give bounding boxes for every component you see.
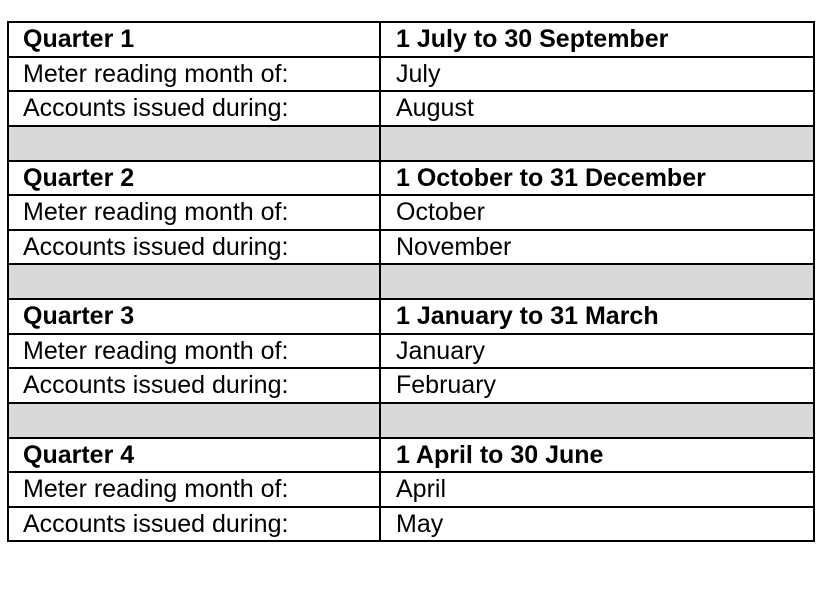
billing-schedule-table	[7, 21, 815, 542]
quarter-1-header-row	[8, 22, 814, 57]
quarter-1-meter-label: Meter reading month of:	[8, 57, 380, 92]
quarter-1-accounts-row	[8, 91, 814, 126]
quarter-4-meter-label: Meter reading month of:	[8, 472, 380, 507]
quarter-4-meter-row	[8, 472, 814, 507]
spacer-row-1	[8, 126, 814, 161]
quarter-4-title: Quarter 4	[8, 438, 380, 473]
quarter-4-period: 1 April to 30 June	[380, 438, 814, 473]
quarter-2-accounts-label: Accounts issued during:	[8, 230, 380, 265]
quarter-1-meter-row	[8, 57, 814, 92]
spacer-cell	[8, 403, 380, 438]
quarter-4-accounts-row	[8, 507, 814, 542]
spacer-cell	[380, 126, 814, 161]
quarter-2-title: Quarter 2	[8, 161, 380, 196]
quarter-1-meter-value: July	[380, 57, 814, 92]
quarter-2-accounts-row	[8, 230, 814, 265]
quarter-2-meter-row	[8, 195, 814, 230]
quarter-3-meter-label: Meter reading month of:	[8, 334, 380, 369]
quarter-3-accounts-value: February	[380, 368, 814, 403]
spacer-cell	[380, 264, 814, 299]
quarter-4-accounts-value: May	[380, 507, 814, 542]
quarter-3-title: Quarter 3	[8, 299, 380, 334]
quarter-3-meter-value: January	[380, 334, 814, 369]
quarter-2-accounts-value: November	[380, 230, 814, 265]
spacer-cell	[8, 126, 380, 161]
quarter-1-accounts-value: August	[380, 91, 814, 126]
quarter-3-header-row	[8, 299, 814, 334]
quarter-3-period: 1 January to 31 March	[380, 299, 814, 334]
quarter-3-accounts-label: Accounts issued during:	[8, 368, 380, 403]
spacer-row-3	[8, 403, 814, 438]
quarter-4-accounts-label: Accounts issued during:	[8, 507, 380, 542]
spacer-cell	[380, 403, 814, 438]
quarter-4-header-row	[8, 438, 814, 473]
quarter-2-period: 1 October to 31 December	[380, 161, 814, 196]
quarter-2-meter-label: Meter reading month of:	[8, 195, 380, 230]
quarter-3-meter-row	[8, 334, 814, 369]
quarter-1-accounts-label: Accounts issued during:	[8, 91, 380, 126]
quarter-2-header-row	[8, 161, 814, 196]
quarter-4-meter-value: April	[380, 472, 814, 507]
quarter-1-title: Quarter 1	[8, 22, 380, 57]
spacer-row-2	[8, 264, 814, 299]
quarter-2-meter-value: October	[380, 195, 814, 230]
quarter-1-period: 1 July to 30 September	[380, 22, 814, 57]
quarter-3-accounts-row	[8, 368, 814, 403]
spacer-cell	[8, 264, 380, 299]
